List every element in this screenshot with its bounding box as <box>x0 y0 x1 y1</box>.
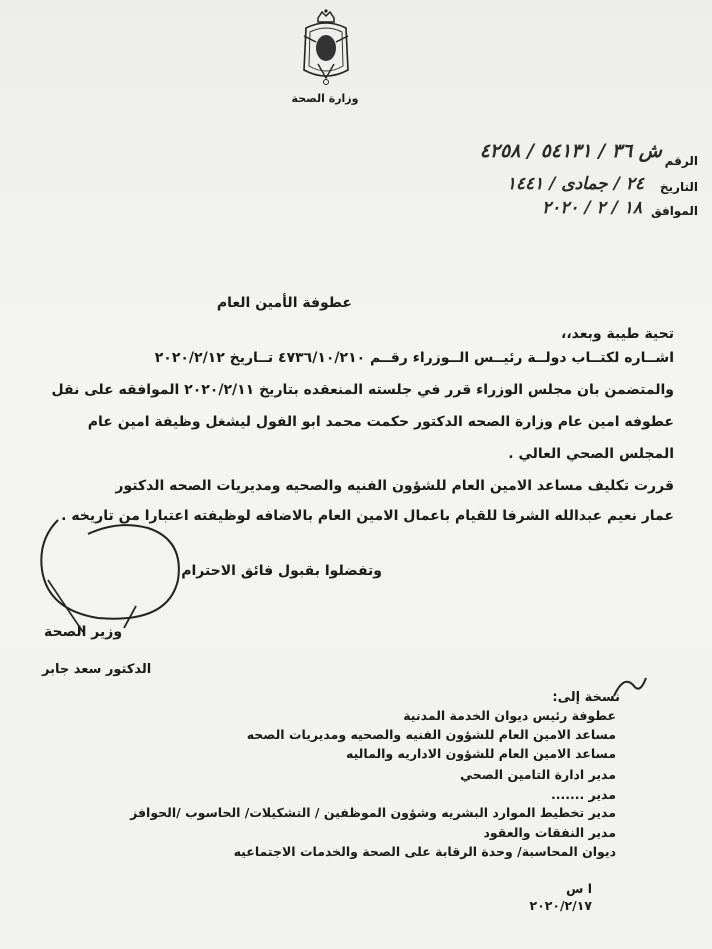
hijri-date: ٢٤ / جمادى / ١٤٤١ <box>506 174 644 194</box>
cc-item: مساعد الامين العام للشؤون الاداريه والماليه <box>346 746 616 761</box>
footer-initials: ا س <box>566 881 592 896</box>
addressee: عطوفة الأمين العام <box>216 295 352 311</box>
paragraph2-line: عمار نعيم عبدالله الشرفا للقيام باعمال الامين العام بالاضافه لوظيفته اعتبارا من تاريخه . <box>61 508 674 524</box>
gregorian-date: ١٨ / ٢ / ٢٠٢٠ <box>541 198 642 218</box>
cc-label: نسخة إلى: <box>552 690 620 705</box>
ref-label: الرقم <box>664 154 698 168</box>
cc-item: ديوان المحاسبة/ وحدة الرقابة على الصحة والخدمات الاجتماعيه <box>233 844 616 859</box>
cc-item: مدير تخطيط الموارد البشريه وشؤون الموظفين / التشكيلات/ الحاسوب /الحوافز <box>130 805 616 820</box>
paragraph1-line: عطوفه امين عام وزارة الصحه الدكتور حكمت محمد ابو الفول ليشغل وظيفة امين عام <box>87 414 674 430</box>
paragraph2-line: قررت تكليف مساعد الامين العام للشؤون الفنيه والصحيه ومديريات الصحه الدكتور <box>115 478 674 494</box>
cc-item: مدير ....... <box>550 787 616 802</box>
paragraph1-line: اشــاره لكتــاب دولــة رئيــس الــوزراء رقــم ٤٧٣٦/١٠/٢١٠ تــاريخ ٢٠٢٠/٢/١٢ <box>154 350 674 366</box>
coat-of-arms-emblem <box>296 8 356 88</box>
date-label: التاريخ <box>659 180 698 194</box>
paragraph1-line: والمتضمن بان مجلس الوزراء قرر في جلسته المنعقده بتاريخ ٢٠٢٠/٢/١١ الموافقه على نقل <box>51 382 674 398</box>
agree-label: الموافق <box>651 204 698 218</box>
signer-name: الدكتور سعد جابر <box>42 662 152 677</box>
closing: وتفضلوا بقبول فائق الاحترام <box>181 563 382 579</box>
ministry-name: وزارة الصحة <box>291 92 359 105</box>
cc-item: عطوفة رئيس ديوان الخدمة المدنية <box>403 708 616 723</box>
greeting: تحية طيبة وبعد،، <box>561 326 674 342</box>
cc-item: مدير النفقات والعقود <box>483 825 616 840</box>
footer-date: ٢٠٢٠/٢/١٧ <box>529 898 592 913</box>
cc-item: مساعد الامين العام للشؤون الفنيه والصحيه ومديريات الصحه <box>246 727 616 742</box>
cc-item: مدير ادارة التامين الصحي <box>460 767 616 782</box>
ref-value: ش ٣٦ / ٥٤١٣١ / ٤٢٥٨ <box>479 140 662 162</box>
signer-title: وزير الصحة <box>44 624 123 640</box>
paragraph1-line: المجلس الصحي العالي . <box>508 446 674 462</box>
